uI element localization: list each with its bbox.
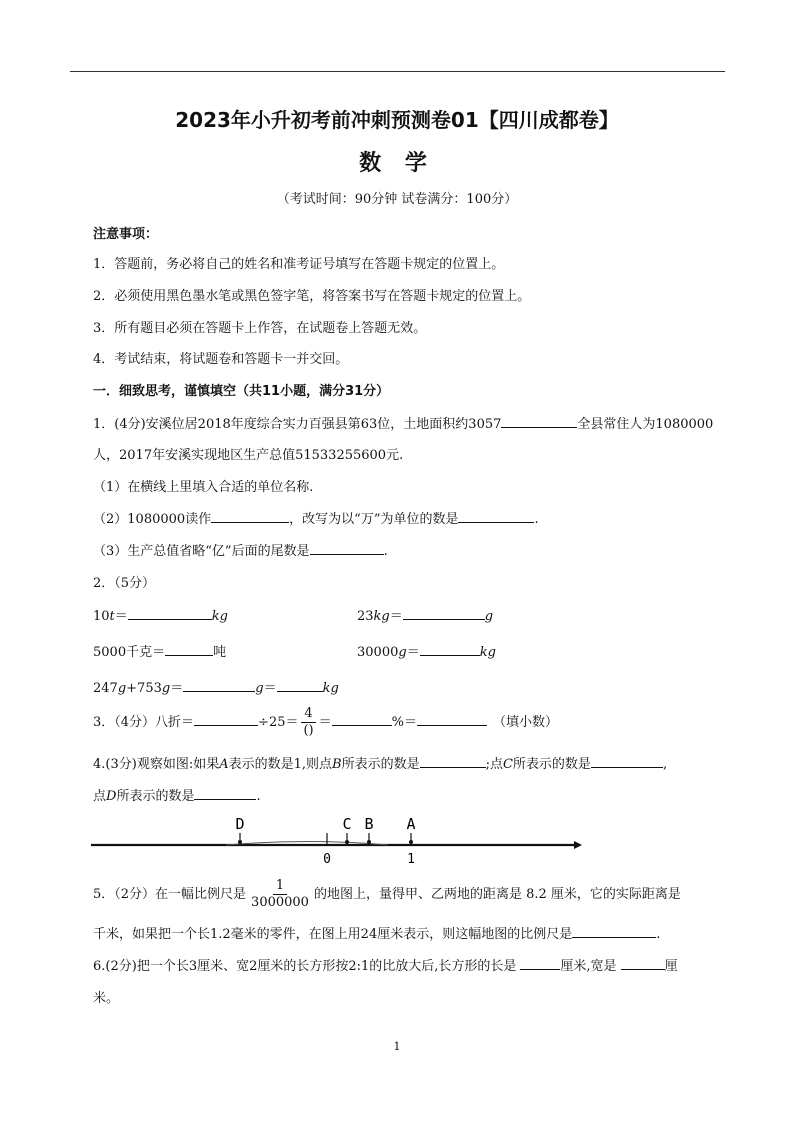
exam-title: 2023年小升初考前冲刺预测卷01【四川成都卷】: [175, 108, 619, 132]
q2-text: 23: [357, 609, 374, 624]
q3-blank[interactable]: [194, 712, 258, 726]
q2-unit: kg: [479, 645, 496, 660]
q3-text: %＝: [391, 715, 418, 730]
q1-line1: [93, 413, 713, 432]
q4-text: ,: [662, 757, 668, 772]
q5-line1: [93, 878, 681, 911]
q2-text: ＝: [170, 681, 184, 696]
q6-line1: [93, 955, 678, 974]
q2-blank[interactable]: [128, 606, 212, 620]
q2-text: ＝: [389, 609, 403, 624]
q3-blank[interactable]: [417, 712, 487, 726]
q1-text: ，改写为以“万”为单位的数是: [289, 512, 459, 527]
arrow-icon: [574, 841, 582, 849]
q1-sub2: [93, 508, 539, 527]
point-b: [367, 840, 371, 844]
q3-text: ÷25＝: [258, 715, 299, 730]
fraction-numerator: 4: [301, 706, 315, 723]
q5-fraction: [248, 878, 312, 911]
q2-text: ＝: [263, 681, 277, 696]
q2-text: 吨: [213, 645, 227, 660]
q2-head: 2．（5分）: [93, 576, 156, 591]
q1-text: 全县常住人为1080000: [577, 417, 714, 432]
q3-line: [93, 706, 558, 739]
notes-heading: 注意事项：: [93, 227, 159, 242]
q1-blank-yi[interactable]: [310, 541, 384, 555]
q2-unit: kg: [322, 681, 339, 696]
q6-line2: 米。: [93, 991, 120, 1006]
q5-text: 5．（2分）在一幅比例尺是: [93, 887, 247, 902]
number-line-figure: [88, 812, 582, 868]
fraction-denominator[interactable]: (): [303, 723, 314, 738]
q6-text: 厘米,宽是: [560, 959, 617, 974]
exam-meta: （考试时间：90分钟 试卷满分：100分）: [276, 192, 518, 207]
q1-text: .: [534, 512, 539, 527]
q1-blank-wan[interactable]: [458, 509, 534, 523]
q2-unit: g: [117, 681, 127, 696]
q4-blank[interactable]: [194, 786, 256, 800]
subject-title: 数 学: [359, 151, 435, 176]
q4-text: 所表示的数是: [512, 757, 591, 772]
q2-r2b: [357, 641, 496, 660]
q2-text: 30000: [357, 645, 399, 660]
q1-sub3: [93, 540, 388, 559]
q3-blank[interactable]: [332, 712, 392, 726]
q3-text: ＝: [318, 715, 332, 730]
q2-text: +753: [126, 681, 162, 696]
q1-blank-unit[interactable]: [501, 414, 577, 428]
q1-text: （2）1080000读作: [93, 512, 212, 527]
q1-text: 1．(4分)安溪位居2018年度综合实力百强县第63位，土地面积约3057: [93, 417, 502, 432]
q2-unit: kg: [211, 609, 228, 624]
q2-unit: g: [161, 681, 171, 696]
q2-unit: g: [484, 609, 494, 624]
note-item: 3．所有题目必须在答题卡上作答，在试题卷上答题无效。: [93, 321, 427, 336]
q4-text: 所表示的数是: [341, 757, 420, 772]
q2-text: ＝: [406, 645, 420, 660]
q4-text: ;点: [485, 757, 503, 772]
label-b: B: [364, 815, 374, 833]
q2-r3: [93, 677, 339, 696]
q4-line1: [93, 753, 667, 772]
label-a: A: [406, 815, 416, 833]
q4-text: 点: [93, 789, 107, 804]
q2-text: ＝: [114, 609, 128, 624]
q2-text: 10: [93, 609, 110, 624]
q4-text: 4.(3分)观察如图:如果: [93, 757, 220, 772]
q3-text: 3．（4分）八折＝: [93, 715, 195, 730]
q5-line2: [93, 923, 660, 942]
point-d: [238, 840, 242, 844]
label-zero: 0: [323, 852, 331, 867]
page-number: 1: [393, 1040, 401, 1053]
q3-fraction: [300, 706, 316, 739]
q4-text: 所表示的数是: [116, 789, 195, 804]
note-item: 2．必须使用黑色墨水笔或黑色签字笔，将答案书写在答题卡规定的位置上。: [93, 289, 531, 304]
q5-text: 千米，如果把一个长1.2毫米的零件，在图上用24厘米表示，则这幅地图的比例尺是: [93, 927, 573, 942]
q6-text: 6.(2分)把一个长3厘米、宽2厘米的长方形按2:1的比放大后,长方形的长是: [93, 959, 517, 974]
q4-point: C: [502, 757, 513, 772]
q4-text: 表示的数是1,则点: [228, 757, 332, 772]
fraction-denominator: 3000000: [251, 895, 309, 910]
q2-unit: g: [398, 645, 407, 660]
q4-blank[interactable]: [420, 754, 486, 768]
q2-text: 5000千克＝: [93, 645, 166, 660]
q2-unit: g: [255, 681, 264, 696]
q6-text: 厘: [664, 959, 678, 974]
q2-text: 247: [93, 681, 118, 696]
q2-r1a: [93, 605, 228, 624]
point-c: [345, 840, 349, 844]
q6-blank[interactable]: [621, 956, 665, 970]
q5-text: .: [656, 927, 661, 942]
q5-text: 的地图上，量得甲、乙两地的距离是 8.2 厘米，它的实际距离是: [313, 887, 681, 902]
q4-point: D: [106, 789, 117, 804]
q1-text: .: [383, 544, 388, 559]
section-heading: 一．细致思考，谨慎填空（共11小题，满分31分）: [93, 384, 390, 399]
header-rule: [70, 71, 725, 72]
q4-text: .: [256, 789, 261, 804]
q2-blank[interactable]: [420, 642, 480, 656]
q3-text: （填小数）: [493, 715, 559, 730]
q4-line2: [93, 785, 261, 804]
q1-sub1: （1）在横线上里填入合适的单位名称.: [93, 480, 314, 495]
q1-line2: 人，2017年安溪实现地区生产总值51533255600元.: [93, 448, 404, 463]
q4-point: B: [332, 757, 342, 772]
q2-r2a: [93, 641, 226, 660]
q1-blank-read[interactable]: [211, 509, 289, 523]
q6-blank[interactable]: [520, 956, 560, 970]
q2-blank[interactable]: [277, 678, 323, 692]
note-item: 4．考试结束，将试题卷和答题卡一并交回。: [93, 352, 349, 367]
q4-blank[interactable]: [591, 754, 663, 768]
note-item: 1．答题前，务必将自己的姓名和准考证号填写在答题卡规定的位置上。: [93, 257, 505, 272]
q2-unit: kg: [373, 609, 390, 624]
fraction-numerator: 1: [273, 878, 287, 895]
q1-text: （3）生产总值省略“亿”后面的尾数是: [93, 544, 310, 559]
q2-blank[interactable]: [403, 606, 485, 620]
q5-blank[interactable]: [572, 924, 656, 938]
q2-blank[interactable]: [165, 642, 213, 656]
q2-blank[interactable]: [183, 678, 255, 692]
label-d: D: [235, 815, 245, 833]
label-one: 1: [407, 852, 415, 867]
point-a: [409, 840, 413, 844]
label-c: C: [342, 815, 352, 833]
q2-unit: t: [109, 609, 115, 624]
q4-point: A: [219, 757, 229, 772]
q2-r1b: [357, 605, 493, 624]
